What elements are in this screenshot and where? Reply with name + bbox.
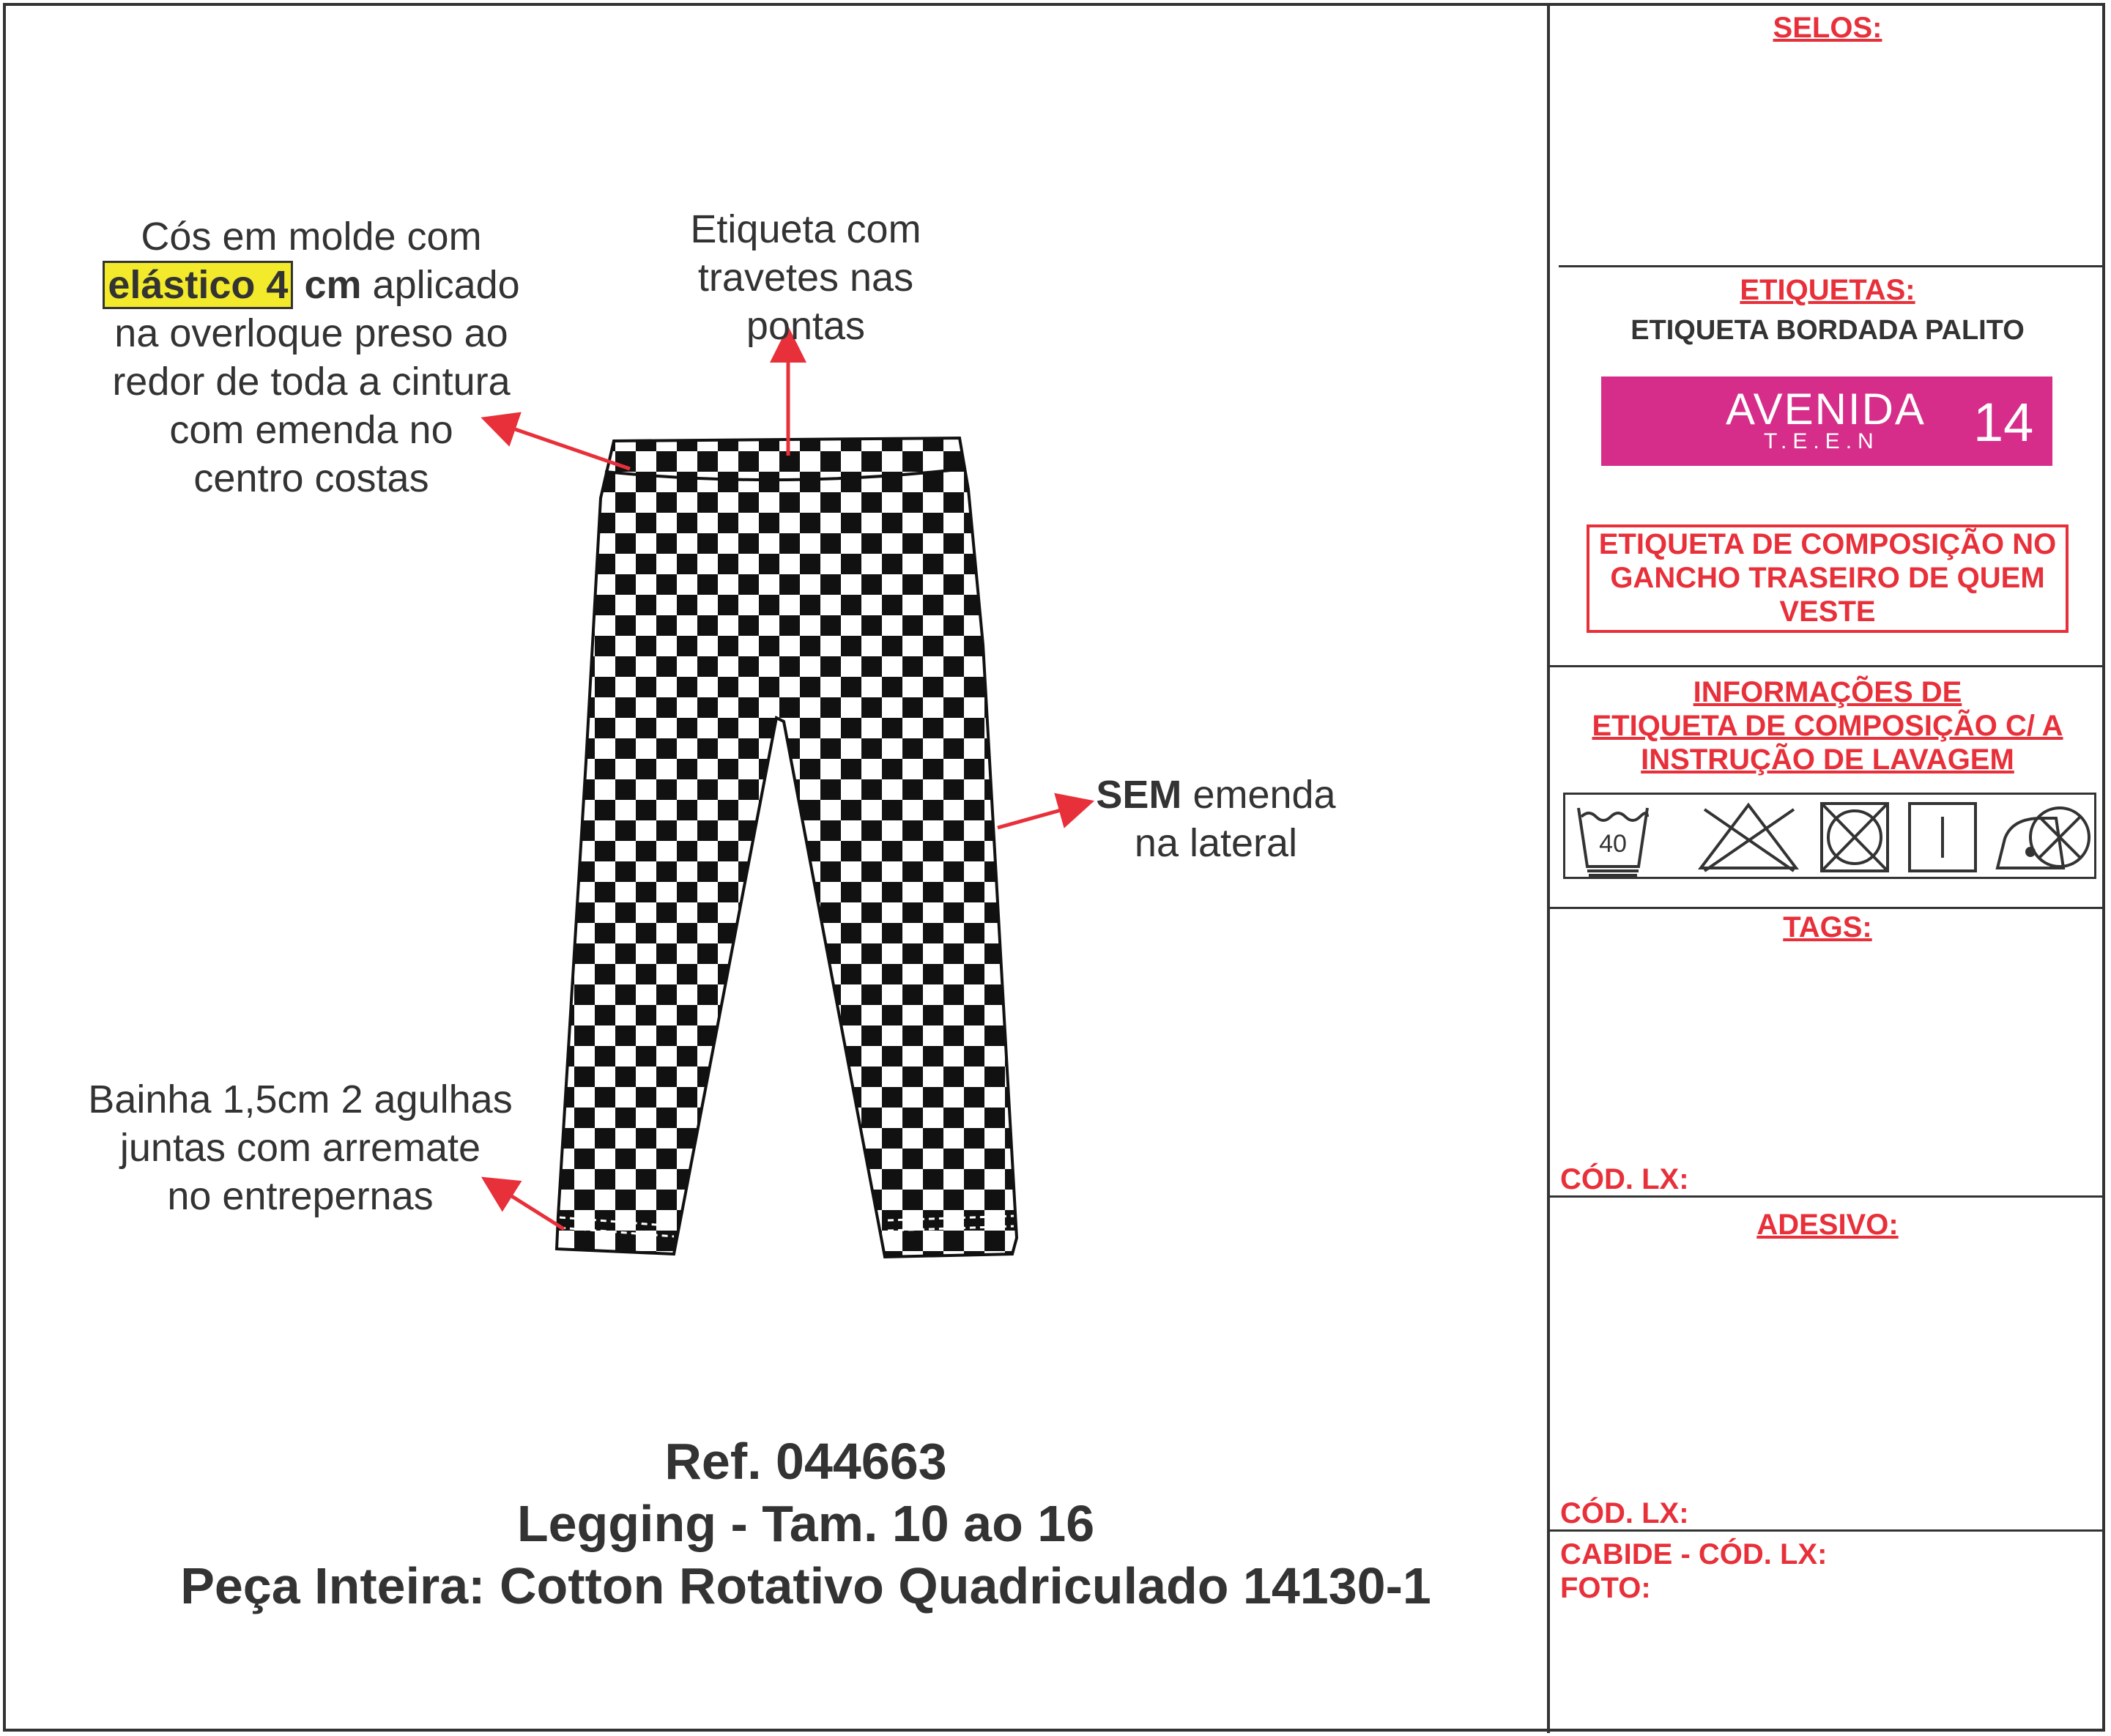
- annotation-label: [645, 205, 967, 350]
- brand-label: [1601, 376, 2052, 466]
- etiqueta-type: ETIQUETA BORDADA PALITO: [1630, 315, 2025, 346]
- elastic-highlight: elástico 4: [103, 261, 293, 309]
- annotation-text: emenda: [1192, 773, 1336, 817]
- annotation-text: na overloque preso ao: [114, 311, 508, 355]
- annotation-text: Etiqueta com: [690, 207, 921, 251]
- composicao-text: GANCHO TRASEIRO DE QUEM: [1610, 562, 2045, 594]
- annotation-text: juntas com arremate: [119, 1126, 481, 1170]
- annotation-text: [1069, 771, 1362, 819]
- annotation-text: Cós em molde com: [141, 215, 482, 259]
- care-icons-box: [1563, 793, 2096, 879]
- no-bleach-icon: [1701, 805, 1796, 871]
- annotation-text: centro costas: [193, 456, 429, 500]
- brand-size: 14: [1973, 392, 2034, 453]
- brand-name: AVENIDA: [1726, 385, 1926, 434]
- annotation-text: Bainha 1,5cm 2 agulhas: [88, 1077, 513, 1121]
- info-text: INFORMAÇÕES DE: [1693, 676, 1962, 708]
- legging-shape: [557, 438, 1017, 1257]
- annotation-text: no entrepernas: [167, 1174, 434, 1218]
- care-icons: [1565, 795, 2099, 881]
- no-tumble-dry-icon: [1822, 804, 1888, 871]
- bold-text: SEM: [1096, 773, 1182, 817]
- annotation-text: travetes nas: [697, 256, 914, 300]
- annotation-text: com emenda no: [169, 408, 453, 452]
- cod-lx-adesivo: CÓD. LX:: [1560, 1497, 1689, 1529]
- composicao-text: VESTE: [1779, 596, 1876, 628]
- wash-temp-label: 40: [1599, 830, 1627, 858]
- annotation-hem: [44, 1075, 557, 1220]
- etiquetas-heading: ETIQUETAS:: [1740, 274, 1915, 306]
- product-fabric: Peça Inteira: Cotton Rotativo Quadriculado 14130-1: [180, 1557, 1431, 1614]
- adesivo-heading: ADESIVO:: [1756, 1209, 1899, 1241]
- selos-heading: SELOS:: [1773, 12, 1882, 44]
- no-dry-clean-icon: [2030, 808, 2089, 867]
- annotation-text: redor de toda a cintura: [112, 360, 511, 404]
- info-text: INSTRUÇÃO DE LAVAGEM: [1641, 743, 2014, 776]
- foto-label: FOTO:: [1560, 1572, 1651, 1604]
- line-dry-icon: [1910, 804, 1975, 871]
- info-text: ETIQUETA DE COMPOSIÇÃO C/ A: [1592, 710, 2063, 742]
- tags-heading: TAGS:: [1783, 911, 1872, 943]
- product-name: Legging - Tam. 10 ao 16: [516, 1495, 1095, 1552]
- annotation-text: [66, 261, 557, 309]
- cabide-label: CABIDE - CÓD. LX:: [1560, 1538, 1828, 1570]
- info-heading: [1550, 675, 2105, 776]
- arrow-side: [998, 806, 1077, 828]
- composicao-box: [1587, 524, 2069, 633]
- annotation-text: aplicado: [372, 263, 520, 307]
- annotation-text: na lateral: [1134, 821, 1298, 865]
- annotation-side: [1069, 771, 1362, 867]
- unit-text: cm: [304, 263, 362, 307]
- brand-sub: T.E.E.N: [1764, 429, 1880, 453]
- annotation-waistband: [66, 212, 557, 502]
- product-ref: Ref. 044663: [664, 1433, 947, 1490]
- cod-lx-tags: CÓD. LX:: [1560, 1163, 1689, 1195]
- annotation-text: pontas: [746, 304, 866, 348]
- composicao-text: ETIQUETA DE COMPOSIÇÃO NO: [1598, 528, 2057, 560]
